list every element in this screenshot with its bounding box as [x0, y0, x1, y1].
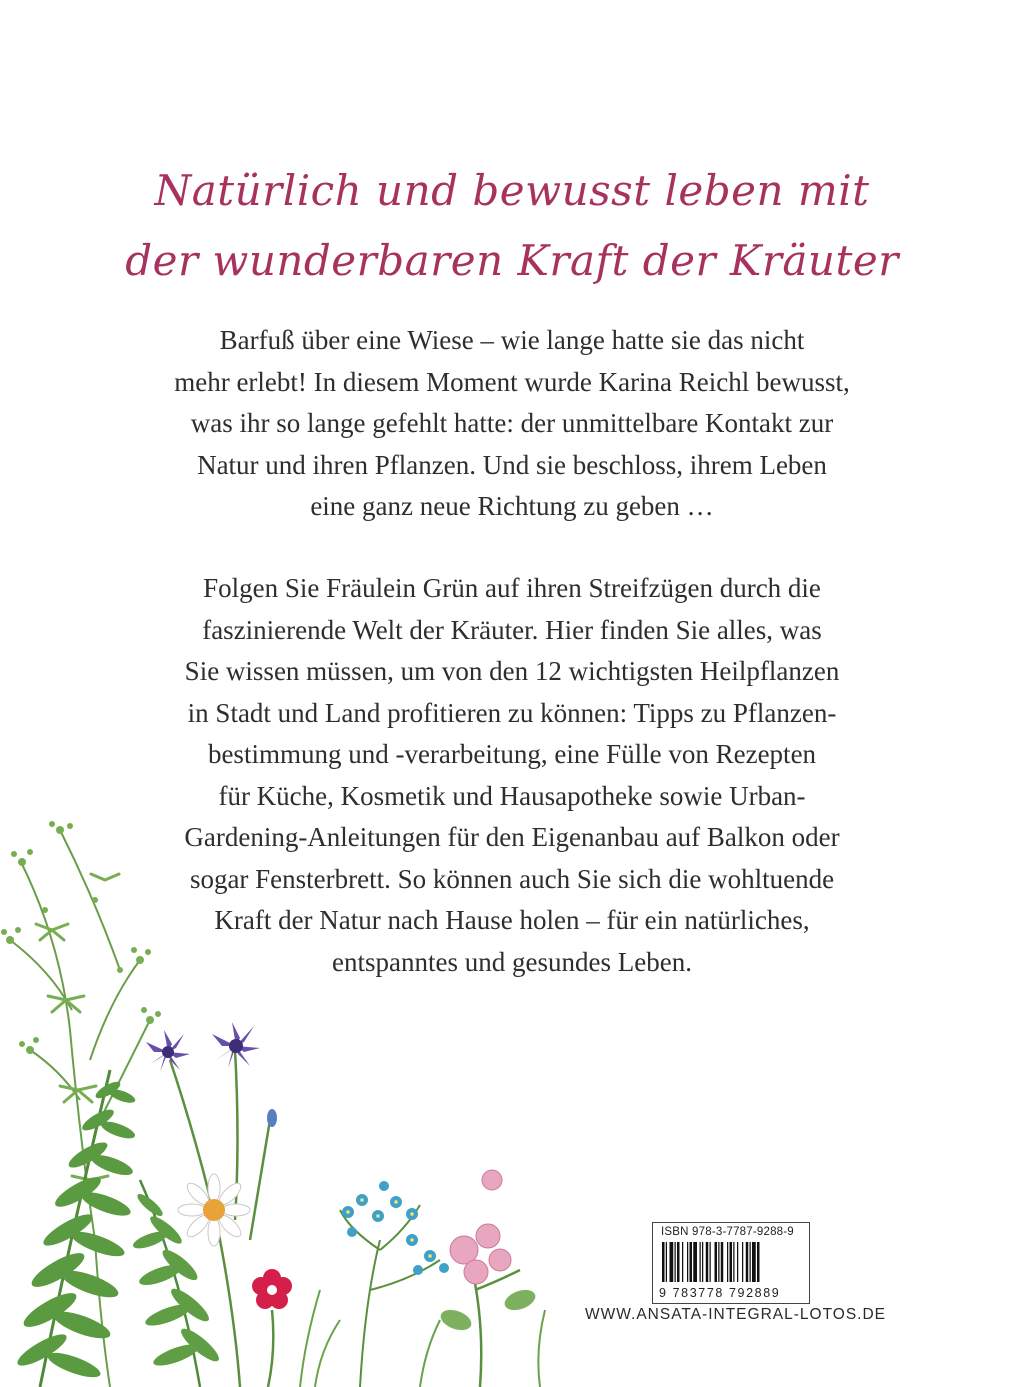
mallow-leaves [438, 1286, 538, 1334]
text-line: Kraft der Natur nach Hause holen – für ein natürliches, [214, 905, 810, 935]
daisy-icon [178, 1174, 250, 1246]
text-line: was ihr so lange gefehlt hatte: der unmittelbare Kontakt zur [190, 408, 834, 438]
isbn-label: ISBN 978-3-7787-9288-9 [661, 1226, 794, 1238]
isbn-digits: 9 783778 792889 [659, 1286, 781, 1300]
text-line: Folgen Sie Fräulein Grün auf ihren Streifzügen durch die [203, 573, 821, 603]
cornflower-icon [146, 1022, 277, 1127]
headline [120, 156, 904, 296]
text-line: mehr erlebt! In diesem Moment wurde Karina Reichl bewusst, [174, 366, 850, 397]
blurb-paragraph-1 [120, 320, 904, 528]
text-line: Barfuß über eine Wiese – wie lange hatte sie das nicht [219, 325, 805, 355]
text-line: in Stadt und Land profitieren zu können: Tipps zu Pflanzen- [187, 697, 837, 728]
bedstraw-whorls [36, 874, 119, 1180]
text-line: entspanntes und gesundes Leben. [332, 946, 692, 977]
bedstraw-plant-icon [10, 830, 150, 1387]
text-line: Natur und ihren Pflanzen. Und sie beschloss, ihrem Leben [197, 449, 827, 480]
text-line: Sie wissen müssen, um von den 12 wichtigsten Heilpflanzen [184, 656, 840, 686]
text-line: Gardening-Anleitungen für den Eigenanbau auf Balkon oder [184, 822, 840, 852]
barcode-icon [660, 1242, 804, 1286]
headline-line-2: der wunderbaren Kraft der Kräuter [125, 236, 899, 285]
publisher-website: WWW.ANSATA-INTEGRAL-LOTOS.DE [585, 1306, 886, 1323]
text-line: sogar Fensterbrett. So können auch Sie sich die wohltuende [189, 863, 835, 894]
text-line: bestimmung und -verarbeitung, eine Fülle von Rezepten [207, 739, 817, 769]
headline-line-1: Natürlich und bewusst leben mit [154, 166, 870, 215]
carnation-icon [252, 1269, 292, 1387]
fern-icon [14, 1070, 137, 1387]
forget-me-not-icon [342, 1181, 449, 1275]
herb-illustration [0, 820, 560, 1387]
mallow-icon [450, 1170, 511, 1284]
text-line: eine ganz neue Richtung zu geben … [310, 491, 714, 521]
text-line: faszinierende Welt der Kräuter. Hier finden Sie alles, was [202, 614, 822, 645]
isbn-barcode-box [652, 1222, 810, 1304]
bedstraw-leaves [1, 821, 161, 1054]
text-line: für Küche, Kosmetik und Hausapotheke sowie Urban- [218, 780, 806, 811]
